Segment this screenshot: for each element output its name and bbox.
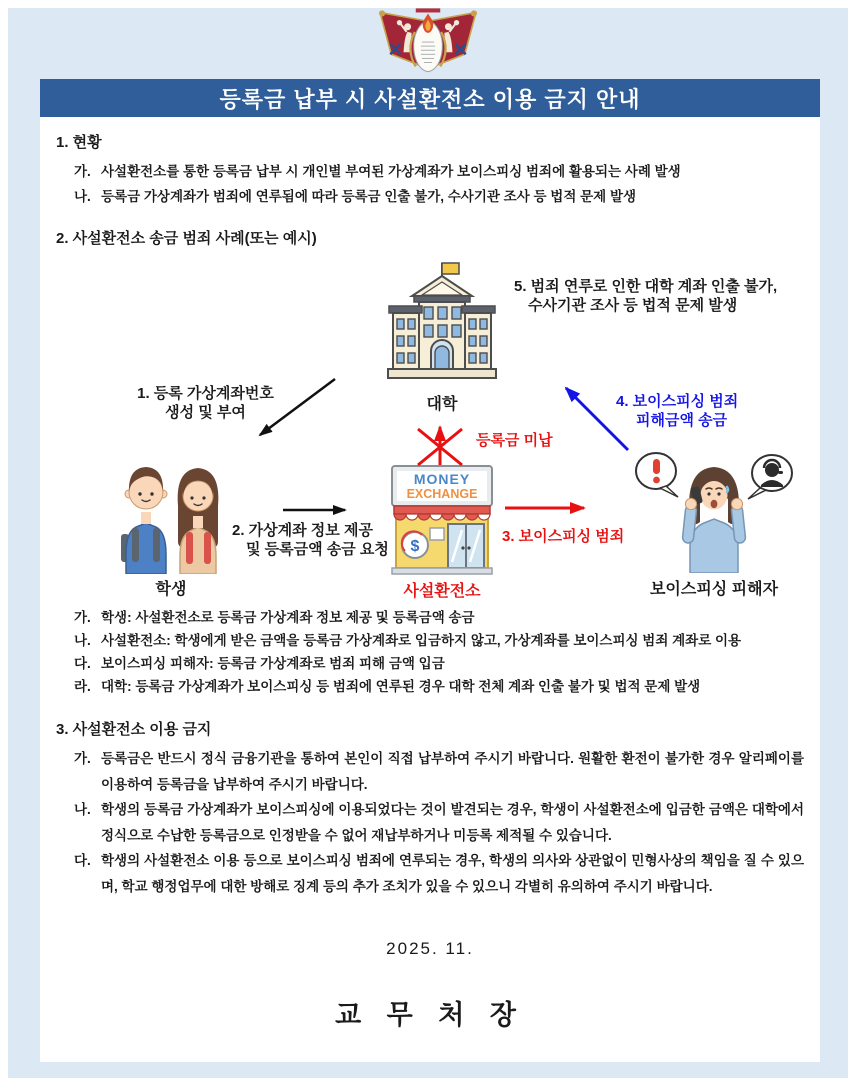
list-item: 다. 보이스피싱 피해자: 등록금 가상계좌로 범죄 피해 금액 입금 (74, 656, 445, 671)
blocked-payment-label: 등록금 미납 (476, 432, 553, 449)
section1-items (56, 159, 804, 209)
page-title: 등록금 납부 시 사설환전소 이용 금지 안내 (219, 86, 641, 112)
section1-heading: 1. 현황 (56, 134, 102, 151)
section2-heading: 2. 사설환전소 송금 범죄 사례(또는 예시) (56, 230, 317, 247)
list-item: 나. 등록금 가상계좌가 범죄에 연루됨에 따라 등록금 인출 불가, 수사기관 조사 등 법적 문제 발생 (74, 189, 637, 204)
document-body-panel (40, 79, 820, 1062)
section3-items (56, 746, 804, 899)
university-label: 대학 (426, 396, 458, 413)
list-item: 가. 등록금은 반드시 정식 금융기관을 통하여 본인이 직접 납부하여 주시기 바랍니다. 원활한 환전이 불가한 경우 알리페이를 이용하여 등록금을 납부하여 주시기 바랍니다. (74, 751, 804, 792)
signature-office: 교 무 처 장 (335, 1000, 525, 1030)
list-item: 라. 대학: 등록금 가상계좌가 보이스피싱 등 범죄에 연루된 경우 대학 전체 계좌 인출 불가 및 법적 문제 발생 (74, 679, 701, 694)
arrow-university-to-students (260, 379, 335, 435)
university-crest-icon (376, 5, 480, 75)
arrow-victim-to-university (566, 388, 628, 450)
victim-label: 보이스피싱 피해자 (649, 581, 779, 598)
step4-note: 4. 보이스피싱 범죄 피해금액 송금 (616, 393, 739, 429)
title-bar (40, 79, 820, 117)
section2-items (56, 606, 804, 698)
list-item: 나. 학생의 등록금 가상계좌가 보이스피싱에 이용되었다는 것이 발견되는 경우, 학생이 사설환전소에 입금한 금액은 대학에서 정식으로 수납한 등록금으로 인정받을 수 없어 재납부하거나 미등록 제적될 수 있습니다. (74, 802, 804, 843)
svg-text:$: $ (410, 538, 420, 555)
step3-note: 3. 보이스피싱 범죄 (502, 528, 625, 545)
step1-note: 1. 등록 가상계좌번호 생성 및 부여 (137, 385, 274, 421)
step2-note: 2. 가상계좌 정보 제공 및 등록금액 송금 요청 (232, 522, 389, 558)
shop-sign-exchange-text: EXCHANGE (406, 487, 478, 501)
fraud-flow-diagram (56, 251, 804, 600)
flow-arrows (56, 251, 804, 596)
students-label: 학생 (155, 581, 187, 598)
document-date: 2025. 11. (386, 939, 474, 958)
step5-note: 5. 범죄 연루로 인한 대학 계좌 인출 불가, 수사기관 조사 등 법적 문제 발생 (514, 278, 778, 314)
section3-heading: 3. 사설환전소 이용 금지 (56, 721, 212, 738)
list-item: 다. 학생의 사설환전소 이용 등으로 보이스피싱 범죄에 연루되는 경우, 학생의 의사와 상관없이 민형사상의 책임을 질 수 있으며, 학교 행정업무에 대한 방해로 징계 등의 추가 조치가 있을 수 있으니 각별히 유의하여 주시기 바랍니다. (74, 853, 804, 894)
list-item: 가. 학생: 사설환전소로 등록금 가상계좌 정보 제공 및 등록금액 송금 (74, 610, 475, 625)
exchange-label: 사설환전소 (403, 583, 481, 600)
list-item: 나. 사설환전소: 학생에게 받은 금액을 등록금 가상계좌로 입금하지 않고, 가상계좌를 보이스피싱 범죄 계좌로 이용 (74, 633, 742, 648)
list-item: 가. 사설환전소를 통한 등록금 납부 시 개인별 부여된 가상계좌가 보이스피싱 범죄에 활용되는 사례 발생 (74, 164, 681, 179)
shop-sign-money-text: MONEY (413, 471, 471, 487)
